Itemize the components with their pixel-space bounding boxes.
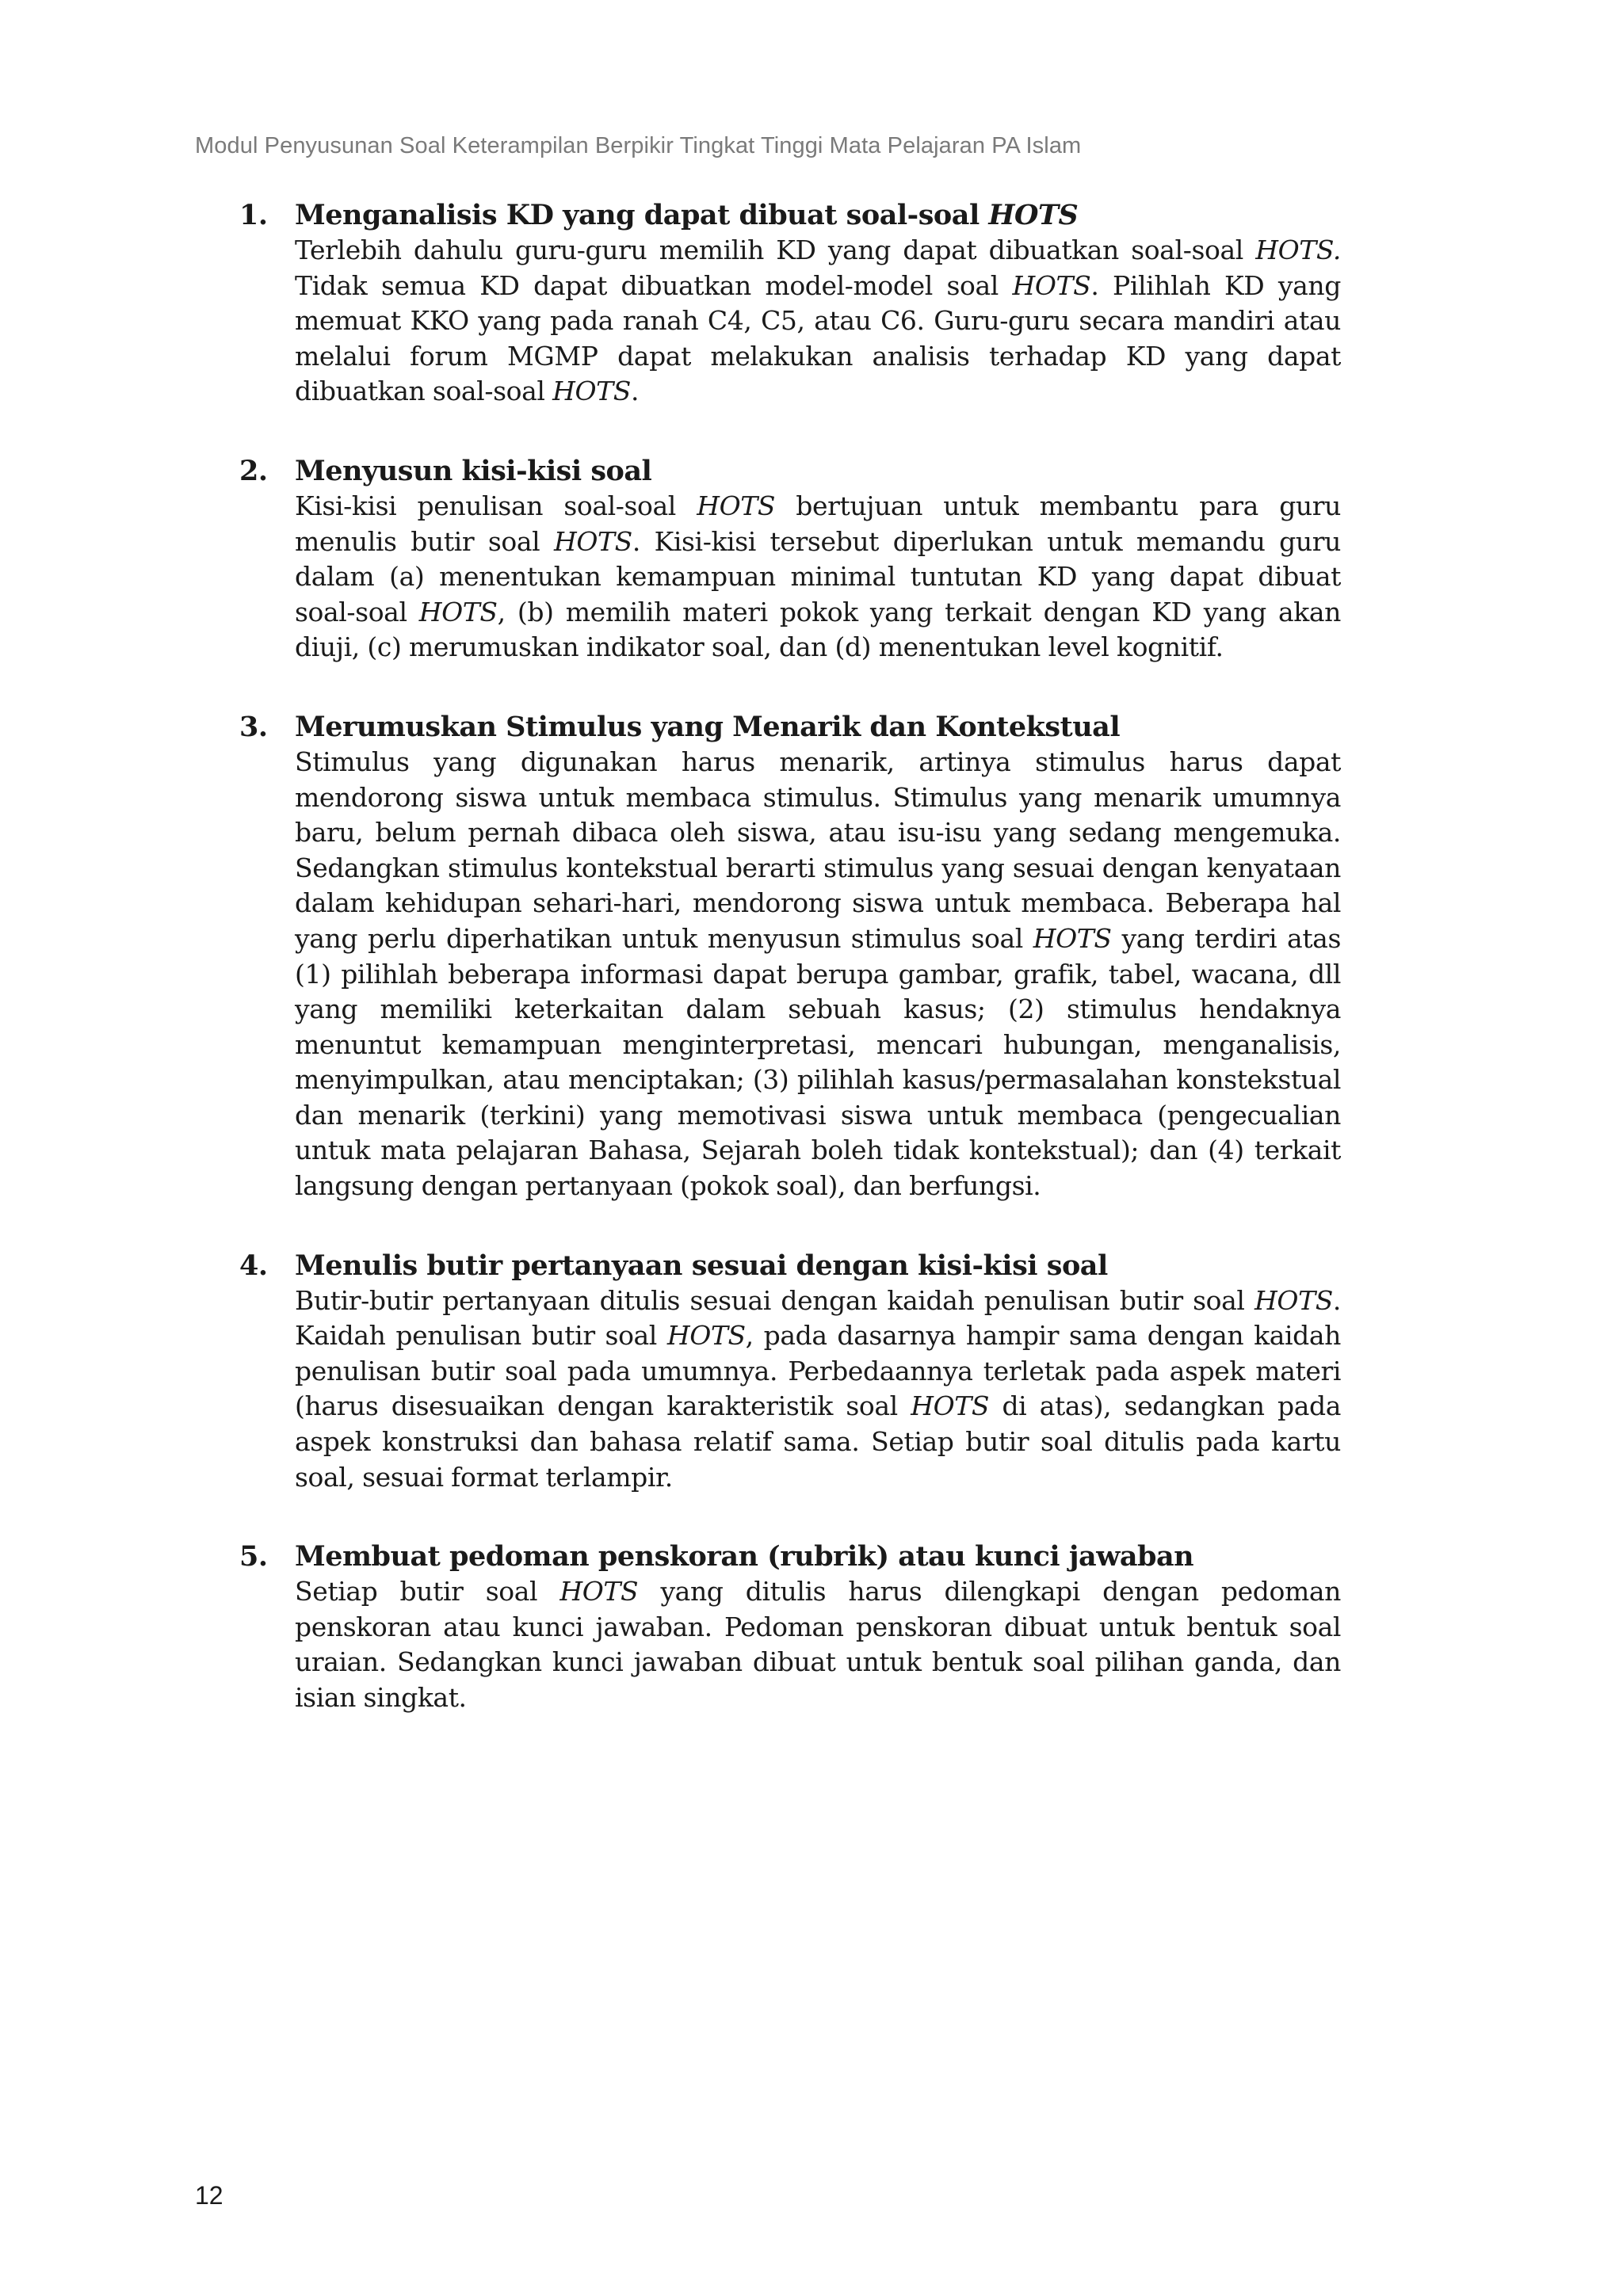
section-stimulus bbox=[239, 710, 1341, 1204]
emphasis-term: HOTS bbox=[911, 1390, 990, 1422]
section-title bbox=[239, 710, 1341, 745]
body-text: bertujuan untuk membantu para guru menulis butir soal bbox=[295, 490, 1341, 557]
emphasis-term: HOTS bbox=[1033, 922, 1112, 954]
emphasis-term: HOTS bbox=[1254, 1284, 1333, 1316]
emphasis-term: HOTS bbox=[1012, 269, 1091, 301]
section-body bbox=[239, 489, 1341, 666]
section-kisi-kisi bbox=[239, 454, 1341, 666]
page-number: 12 bbox=[195, 2181, 223, 2210]
body-text: yang terdiri atas (1) pilihlah beberapa informasi dapat berupa gambar, grafik, tabel, wacana, dll yang memiliki keterkaitan dalam sebuah kasus; (2) stimulus hendaknya menuntut kemampuan menginterpretasi, mencari hubungan, menganalisis, menyimpulkan, atau menciptakan; (3) pilihlah kasus/permasalahan konstekstual dan menarik (terkini) yang memotivasi siswa untuk membaca (pengecualian untuk mata pelajaran Bahasa, Sejarah boleh tidak kontekstual); dan (4) terkait langsung dengan pertanyaan (pokok soal), dan berfungsi. bbox=[295, 922, 1341, 1202]
section-title-emphasis: HOTS bbox=[988, 199, 1079, 231]
document-content bbox=[239, 198, 1341, 1760]
body-text: Butir-butir pertanyaan ditulis sesuai dengan kaidah penulisan butir soal bbox=[295, 1284, 1255, 1316]
section-analisis-kd bbox=[239, 198, 1341, 410]
running-header: Modul Penyusunan Soal Keterampilan Berpikir Tingkat Tinggi Mata Pelajaran PA Islam bbox=[195, 133, 1082, 158]
body-text: , (b) memilih materi pokok yang terkait dengan KD yang akan diuji, (c) merumuskan indikator soal, dan (d) menentukan level kognitif. bbox=[295, 596, 1341, 663]
emphasis-term: HOTS bbox=[553, 525, 632, 557]
body-text: . Kisi-kisi tersebut diperlukan untuk memandu guru dalam (a) menentukan kemampuan minimal tuntutan KD yang dapat dibuat soal-soal bbox=[295, 525, 1341, 627]
section-title-text: Membuat pedoman penskoran (rubrik) atau kunci jawaban bbox=[295, 1540, 1194, 1573]
section-body bbox=[239, 745, 1341, 1204]
section-body bbox=[239, 1574, 1341, 1715]
body-text: Terlebih dahulu guru-guru memilih KD yang dapat dibuatkan soal-soal bbox=[295, 235, 1256, 265]
section-body bbox=[239, 1283, 1341, 1496]
body-text: . Pilihlah KD yang memuat KKO yang pada ranah C4, C5, atau C6. Guru-guru secara mandiri atau melalui forum MGMP dapat melakukan analisis terhadap KD yang dapat dibuatkan soal-soal bbox=[295, 269, 1342, 407]
body-text: . Kaidah penulisan butir soal bbox=[295, 1284, 1341, 1352]
body-text: Kisi-kisi penulisan soal-soal bbox=[295, 490, 697, 521]
emphasis-term: HOTS. bbox=[1255, 235, 1341, 265]
body-text: . bbox=[630, 376, 640, 407]
body-text: di atas), sedangkan pada aspek konstruksi dan bahasa relatif sama. Setiap butir soal ditulis pada kartu soal, sesuai format terlampir. bbox=[295, 1390, 1341, 1493]
body-text: Setiap butir soal bbox=[295, 1576, 560, 1608]
body-text: Stimulus yang digunakan harus menarik, artinya stimulus harus dapat mendorong siswa untuk membaca stimulus. Stimulus yang menarik umumnya baru, belum pernah dibaca oleh siswa, atau isu-isu yang sedang mengemuka. Sedangkan stimulus kontekstual berarti stimulus yang sesuai dengan kenyataan dalam kehidupan sehari-hari, mendorong siswa untuk membaca. Beberapa hal yang perlu diperhatikan untuk menyusun stimulus soal bbox=[295, 746, 1341, 954]
section-title bbox=[239, 1249, 1341, 1283]
emphasis-term: HOTS bbox=[697, 490, 776, 521]
emphasis-term: HOTS bbox=[559, 1576, 639, 1608]
section-title-text: Menyusun kisi-kisi soal bbox=[295, 454, 652, 487]
section-butir-pertanyaan bbox=[239, 1249, 1341, 1496]
section-title-text: Menulis butir pertanyaan sesuai dengan kisi-kisi soal bbox=[295, 1249, 1108, 1282]
section-title-text: Menganalisis KD yang dapat dibuat soal-soal bbox=[295, 199, 989, 231]
section-number: 4. bbox=[239, 1249, 268, 1282]
section-title bbox=[239, 1539, 1341, 1574]
body-text: yang ditulis harus dilengkapi dengan pedoman penskoran atau kunci jawaban. Pedoman penskoran dibuat untuk bentuk soal uraian. Sedangkan kunci jawaban dibuat untuk bentuk soal pilihan ganda, dan isian singkat. bbox=[295, 1576, 1341, 1713]
section-title bbox=[239, 198, 1341, 233]
emphasis-term: HOTS bbox=[666, 1320, 746, 1352]
section-title bbox=[239, 454, 1341, 489]
section-number: 5. bbox=[239, 1540, 268, 1573]
body-text: Tidak semua KD dapat dibuatkan model-model soal bbox=[295, 269, 1013, 301]
body-text: , pada dasarnya hampir sama dengan kaidah penulisan butir soal pada umumnya. Perbedaannya terletak pada aspek materi (harus disesuaikan dengan karakteristik soal bbox=[295, 1320, 1342, 1422]
section-title-text: Merumuskan Stimulus yang Menarik dan Kontekstual bbox=[295, 710, 1121, 743]
section-number: 1. bbox=[239, 199, 268, 231]
section-number: 2. bbox=[239, 454, 268, 487]
emphasis-term: HOTS bbox=[552, 376, 631, 407]
section-number: 3. bbox=[239, 710, 268, 743]
section-pedoman-penskoran bbox=[239, 1539, 1341, 1715]
section-body bbox=[239, 233, 1341, 410]
emphasis-term: HOTS bbox=[418, 596, 498, 627]
